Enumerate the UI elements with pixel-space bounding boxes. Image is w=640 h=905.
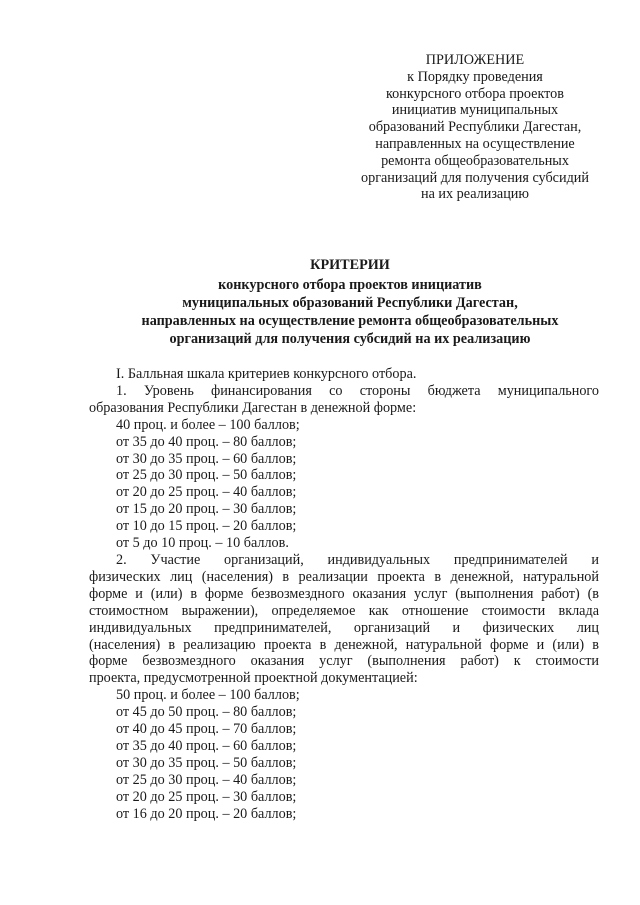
title-line: конкурсного отбора проектов инициатив bbox=[218, 277, 482, 293]
score-item: от 5 до 10 проц. – 10 баллов. bbox=[116, 535, 289, 552]
criterion-2-text: проекта, предусмотренной проектной документацией: bbox=[89, 670, 418, 687]
title-line: направленных на осуществление ремонта общеобразовательных bbox=[141, 313, 559, 329]
appendix-line: к Порядку проведения bbox=[407, 68, 543, 85]
criterion-2-text: индивидуальных предпринимателей, организаций и физических лиц bbox=[89, 619, 599, 636]
criterion-2-text: 2. Участие организаций, индивидуальных предпринимателей и bbox=[116, 551, 599, 568]
document-body bbox=[89, 366, 599, 822]
appendix-line: ремонта общеобразовательных bbox=[381, 152, 569, 169]
score-item: 50 проц. и более – 100 баллов; bbox=[116, 687, 300, 704]
score-item: от 15 до 20 проц. – 30 баллов; bbox=[116, 501, 297, 518]
score-item: от 35 до 40 проц. – 80 баллов; bbox=[116, 433, 297, 450]
title-main: КРИТЕРИИ bbox=[310, 257, 390, 273]
score-item: от 16 до 20 проц. – 20 баллов; bbox=[116, 805, 297, 822]
appendix-line: направленных на осуществление bbox=[375, 135, 575, 152]
criterion-2-text: (населения) в реализацию проекта в денежной, натуральной форме и (или) в bbox=[89, 636, 599, 653]
criterion-2-text: форме и (или) в форме безвозмездного оказания услуг (выполнения работ) (в bbox=[89, 585, 599, 602]
appendix-line: организаций для получения субсидий bbox=[361, 169, 589, 186]
score-item: от 10 до 15 проц. – 20 баллов; bbox=[116, 518, 297, 535]
score-item: от 20 до 25 проц. – 40 баллов; bbox=[116, 484, 297, 501]
appendix-line: на их реализацию bbox=[420, 186, 529, 203]
score-item: от 40 до 45 проц. – 70 баллов; bbox=[116, 721, 297, 738]
appendix-line: инициатив муниципальных bbox=[391, 102, 559, 119]
section-heading: I. Балльная шкала критериев конкурсного отбора. bbox=[116, 366, 417, 382]
score-item: от 25 до 30 проц. – 50 баллов; bbox=[116, 467, 297, 484]
criterion-1-text: 1. Уровень финансирования со стороны бюджета муниципального bbox=[116, 382, 599, 399]
score-item: от 25 до 30 проц. – 40 баллов; bbox=[116, 771, 297, 788]
appendix-line: образований Республики Дагестан, bbox=[368, 119, 582, 136]
score-item: от 35 до 40 проц. – 60 баллов; bbox=[116, 737, 297, 754]
criterion-2-text: форме безвозмездного оказания услуг (выполнения работ) к стоимости bbox=[89, 653, 599, 670]
appendix-header bbox=[340, 52, 610, 203]
criterion-1-text: образования Республики Дагестан в денежной форме: bbox=[89, 399, 417, 416]
score-item: от 30 до 35 проц. – 50 баллов; bbox=[116, 754, 297, 771]
title-line: муниципальных образований Республики Дагестан, bbox=[182, 295, 518, 311]
criterion-2-text: физических лиц (населения) в реализации проекта в денежной, натуральной bbox=[89, 568, 599, 585]
score-item: от 30 до 35 проц. – 60 баллов; bbox=[116, 450, 297, 467]
criterion-2-text: стоимостном выражении), определяемое как отношение стоимости вклада bbox=[89, 602, 599, 619]
appendix-line: конкурсного отбора проектов bbox=[386, 85, 564, 102]
score-item: 40 проц. и более – 100 баллов; bbox=[116, 416, 300, 433]
score-item: от 20 до 25 проц. – 30 баллов; bbox=[116, 788, 297, 805]
appendix-line: ПРИЛОЖЕНИЕ bbox=[425, 52, 525, 68]
title-line: организаций для получения субсидий на их реализацию bbox=[169, 331, 531, 347]
score-item: от 45 до 50 проц. – 80 баллов; bbox=[116, 704, 297, 721]
document-title bbox=[100, 256, 600, 348]
